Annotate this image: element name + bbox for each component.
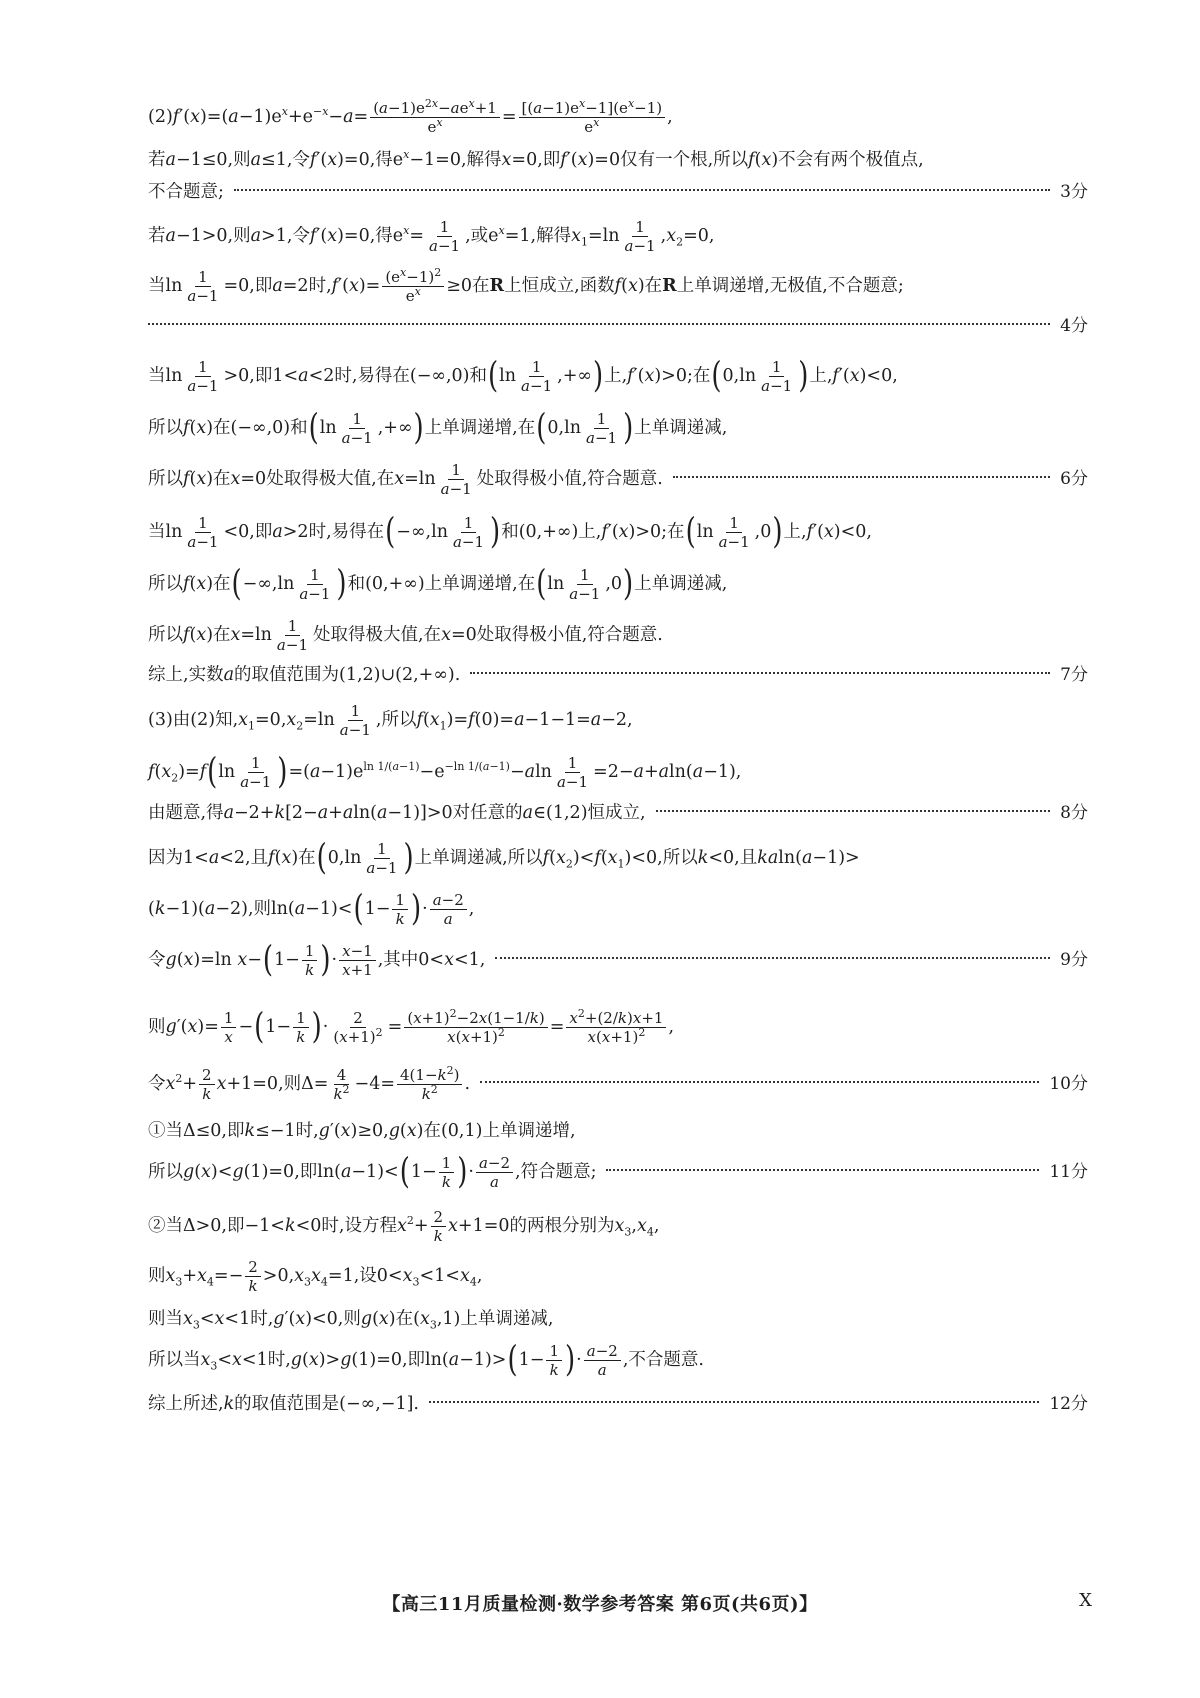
- leader-dots: [656, 809, 1051, 812]
- score-label: 9分: [1060, 950, 1088, 970]
- solution-line: 综上所述,k的取值范围是(−∞,−1]. 12分: [148, 1394, 1088, 1414]
- solution-line: 由题意,得a−2+k[2−a+aln(a−1)]>0对任意的a∈(1,2)恒成立, 8分: [148, 803, 1088, 823]
- score-label: 10分: [1049, 1074, 1088, 1094]
- solution-line: (3)由(2)知$,x_1=0,x_2=\ln$ $\frac{1}{a-1}$ ,所以$f(x_1)=f(0)=a-1-1=a-2$,: [148, 701, 633, 739]
- solution-line: 所以g(x)<g(1)=0,即ln(a−1)< ( 1− $\frac{1}{k}$ ) · $\frac{a-2}{a}$ ,符合题意; 11分: [148, 1151, 1088, 1193]
- solution-line: 若a−1>0,则a>1,令f′(x)=0,得$e^x=$ $\frac{1}{a-1}$ ,或$e^x=1$,解得$x_1=\ln$ $\frac{1}{a-1}$ $,x_2=0$,: [148, 217, 715, 255]
- score-label: 3分: [1060, 182, 1088, 202]
- leader-dots: [470, 671, 1050, 674]
- solution-line: 所以f(x)在x=0处取得极大值,在x=ln $\frac{1}{a-1}$ 处取得极小值,符合题意. 6分: [148, 460, 1088, 498]
- solution-line: 因为1<a<2,且f(x)在 ( 0,ln $\frac{1}{a-1}$ ) 上单调递减,所以$f(x_2)<f(x_1)<0$,所以k<0,且kaln(a−1)>: [148, 837, 860, 879]
- solution-line: 所以当$x_3<x<1$时,g(x)>g(1)=0,即ln(a−1)> ( 1− $\frac{1}{k}$ ) · $\frac{a-2}{a}$ ,不合题意.: [148, 1339, 704, 1381]
- solution-line: 则g′(x)= $\frac{1}{x}$ − ( 1− $\frac{1}{k}$ ) · $\frac{2}{(x+1)^2}$ = $\frac{(x+1)^2-2x(1-1/k)}{x(x+1)^2}$ = $\frac{x^2+(2/k)x+1}{x(x+1)^2}$ ,: [148, 1006, 675, 1048]
- score-label: 7分: [1060, 665, 1088, 685]
- leader-dots: [480, 1080, 1039, 1083]
- page-footer: 【高三11月质量检测·数学参考答案 第6页(共6页)】: [382, 1594, 818, 1615]
- score-label: 8分: [1060, 803, 1088, 823]
- solution-line: 若a−1≤0,则a≤1,令f′(x)=0,得$e^x-1=0$,解得x=0,即f′(x)=0仅有一个根,所以f(x)不会有两个极值点,: [148, 148, 924, 170]
- leader-dots: [234, 188, 1050, 191]
- score-label: 11分: [1049, 1162, 1088, 1182]
- solution-line: 所以f(x)在(−∞,0)和 ( ln $\frac{1}{a-1}$ ,+∞ ) 上单调递增,在 ( 0,ln $\frac{1}{a-1}$ ) 上单调递减,: [148, 407, 728, 449]
- solution-line: 则$x_3+x_4=-$ $\frac{2}{k}$ $>0,x_3x_4=1$,设$0<x_3<1<x_4$,: [148, 1257, 483, 1295]
- solution-line: 综上,实数a的取值范围为(1,2)∪(2,+∞). 7分: [148, 665, 1088, 685]
- solution-line: $(2)f'(x)=(a-1)e^x+e^{-x}-a=$ $\frac{(a-1)e^{2x}-ae^x+1}{e^x}$ = $\frac{[(a-1)e^x-1](e^x-1)}{e^x}$ ,: [148, 96, 673, 136]
- solution-line: ②当Δ>0,即−1<k<0时,设方程$x^2+$ $\frac{2}{k}$ x+1=0的两根分别为$x_3,x_4$,: [148, 1207, 660, 1245]
- solution-line: 当ln $\frac{1}{a-1}$ >0,即1<a<2时,易得在(−∞,0)和 ( ln $\frac{1}{a-1}$ ,+∞ ) 上,f′(x)>0;在 ( 0,ln $\frac{1}{a-1}$ ) 上,f′(x)<0,: [148, 355, 898, 397]
- solution-line: 令g(x)=ln x− ( 1− $\frac{1}{k}$ ) · $\frac{x-1}{x+1}$ ,其中0<x<1, 9分: [148, 939, 1088, 981]
- solution-line: ①当Δ≤0,即k≤−1时,g′(x)≥0,g(x)在(0,1)上单调递增,: [148, 1121, 576, 1141]
- solution-line: $f(x_2)=f$ ( ln $\frac{1}{a-1}$ ) $=(a-1)e^{ln 1/(a-1)}-e^{-ln 1/(a-1)}-aln$ $\frac{1}{a-1}$ =2−a+aln(a−1),: [148, 751, 742, 793]
- leader-dots: [148, 322, 1050, 325]
- solution-line: 令$x^2+$ $\frac{2}{k}$ x+1=0,则Δ= $\frac{4}{k^2}$ −4= $\frac{4(1-k^2)}{k^2}$ . 10分: [148, 1063, 1088, 1103]
- score-label: 6分: [1060, 469, 1088, 489]
- score-label: 4分: [1060, 316, 1088, 336]
- leader-dots: [673, 475, 1050, 478]
- leader-dots: [495, 956, 1050, 959]
- solution-line: 当ln $\frac{1}{a-1}$ <0,即a>2时,易得在 ( −∞,ln $\frac{1}{a-1}$ ) 和(0,+∞)上,f′(x)>0;在 ( ln $\frac{1}{a-1}$ ,0 ) 上,f′(x)<0,: [148, 511, 872, 553]
- solution-line: 当ln $\frac{1}{a-1}$ =0,即a=2时,f′(x)= $\frac{(e^x-1)^2}{e^x}$ ≥0在R上恒成立,函数f(x)在R上单调递增,无极值,不合题意;: [148, 265, 904, 305]
- solution-line: [148, 314, 1088, 338]
- solution-line: 不合题意; 3分: [148, 182, 1088, 202]
- solution-line: 所以f(x)在 ( −∞,ln $\frac{1}{a-1}$ ) 和(0,+∞)上单调递增,在 ( ln $\frac{1}{a-1}$ ,0 ) 上单调递减,: [148, 563, 728, 605]
- solution-line: 则当$x_3<x<1$时,g′(x)<0,则g(x)在$(x_3,1)$上单调递减,: [148, 1309, 554, 1332]
- score-label: 12分: [1049, 1394, 1088, 1414]
- leader-dots: [429, 1400, 1039, 1403]
- leader-dots: [606, 1168, 1039, 1171]
- solution-line: (k−1)(a−2),则ln(a−1)< ( 1− $\frac{1}{k}$ ) · $\frac{a-2}{a}$ ,: [148, 888, 475, 930]
- solution-line: 所以f(x)在x=ln $\frac{1}{a-1}$ 处取得极大值,在x=0处取得极小值,符合题意.: [148, 616, 663, 654]
- corner-mark: X: [1079, 1590, 1092, 1611]
